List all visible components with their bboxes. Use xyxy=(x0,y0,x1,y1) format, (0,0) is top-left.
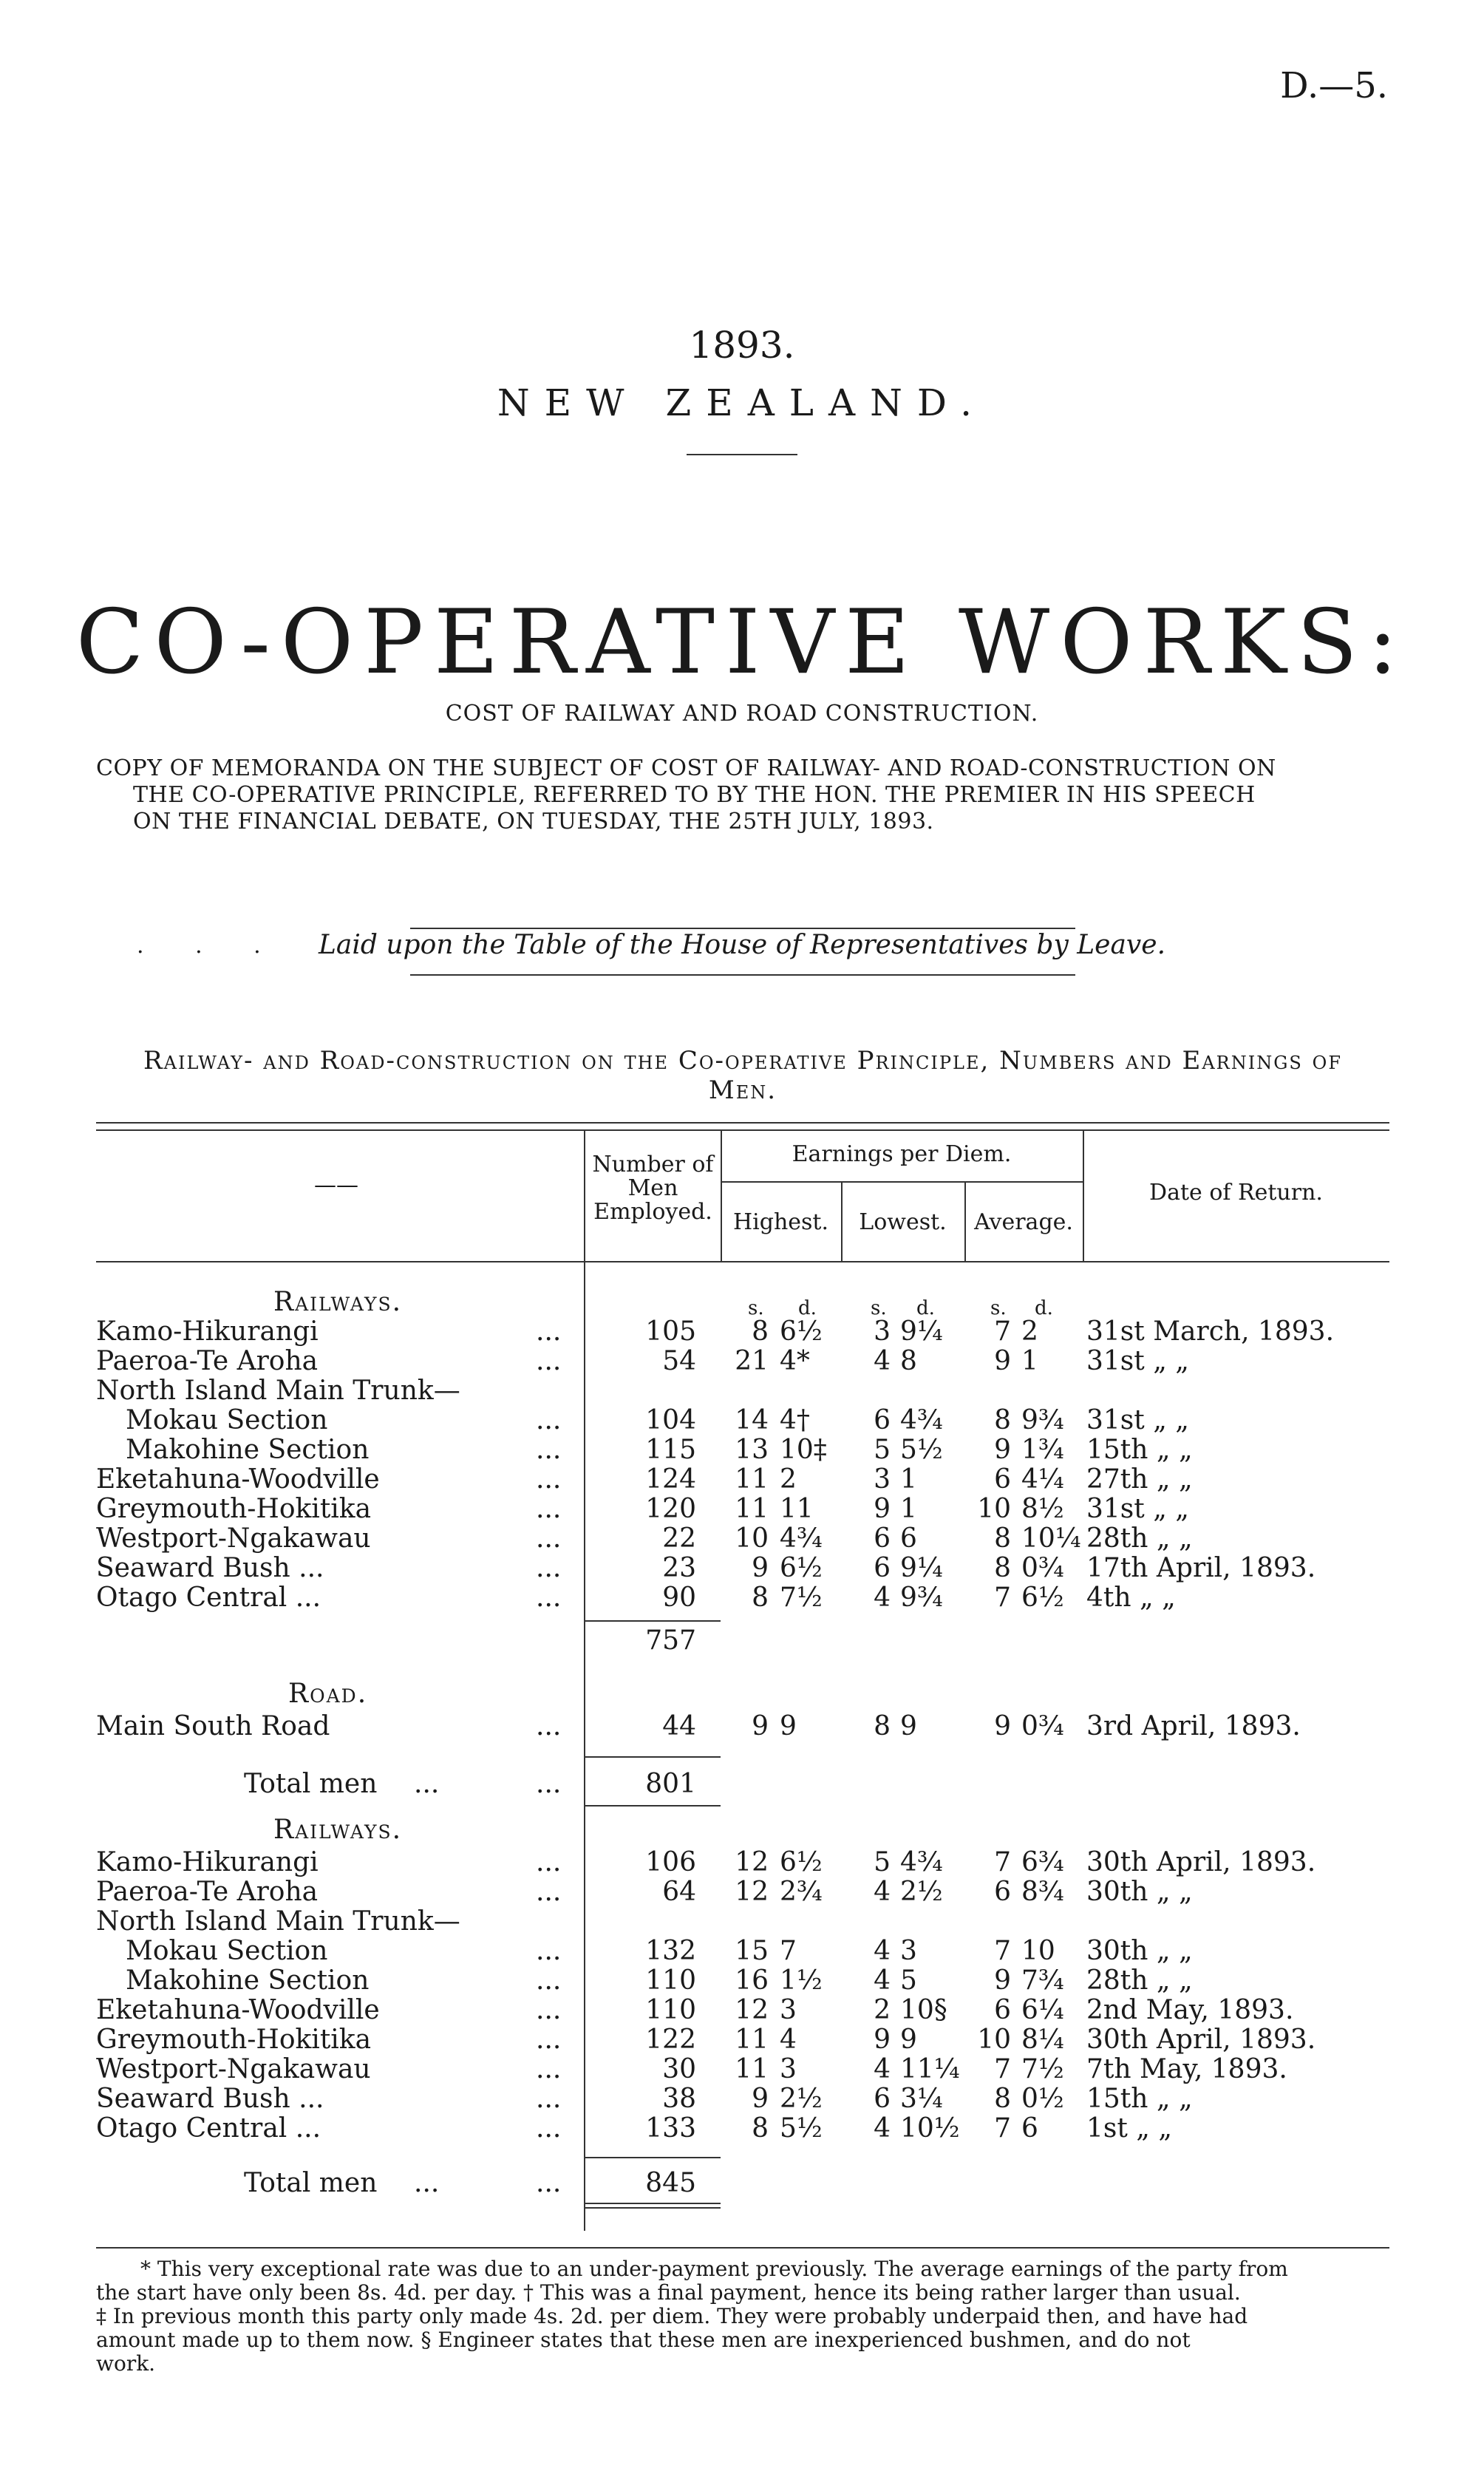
return-date: 1st „ „ xyxy=(1086,2113,1173,2144)
men-count: 23 xyxy=(662,1553,696,1583)
average-pence: 4¼ xyxy=(1021,1464,1064,1495)
return-date: 28th „ „ xyxy=(1086,1965,1193,1996)
total-rule xyxy=(584,1805,721,1806)
row-name: Westport-Ngakawau xyxy=(96,1523,371,1554)
highest-shillings: 14 xyxy=(735,1405,769,1435)
leader-dots: ... xyxy=(536,1769,562,1799)
lowest-pence: 6 xyxy=(900,1523,917,1554)
lowest-pence: 11¼ xyxy=(900,2054,960,2084)
highest-shillings: 16 xyxy=(735,1965,769,1996)
lowest-shillings: 8 xyxy=(874,1711,891,1741)
highest-pence: 9 xyxy=(780,1711,797,1741)
leader-dots: ... xyxy=(536,2054,562,2084)
earnings-header: Earnings per Diem. xyxy=(792,1141,1012,1167)
footnote-rule xyxy=(96,2247,1389,2249)
average-shillings: 9 xyxy=(994,1435,1011,1465)
return-date: 17th April, 1893. xyxy=(1086,1553,1316,1583)
leader-dots: ... xyxy=(536,1936,562,1966)
year: 1893. xyxy=(689,324,795,367)
unit-s: s. xyxy=(748,1297,764,1319)
row-name: Makohine Section xyxy=(126,1965,370,1996)
row-name: Mokau Section xyxy=(126,1936,328,1966)
section-heading: Road. xyxy=(288,1679,368,1709)
lowest-pence: 10½ xyxy=(900,2113,960,2144)
average-pence: 0¾ xyxy=(1021,1553,1064,1583)
memo-line-2: THE CO-OPERATIVE PRINCIPLE, REFERRED TO BY THE HON. THE PREMIER IN HIS SPEECH xyxy=(133,782,1256,808)
lowest-shillings: 6 xyxy=(874,2084,891,2114)
lowest-shillings: 4 xyxy=(874,1965,891,1996)
leader-dots: ... xyxy=(536,1583,562,1613)
return-date: 31st „ „ xyxy=(1086,1405,1189,1435)
lowest-pence: 2½ xyxy=(900,1877,943,1907)
men-count: 38 xyxy=(662,2084,696,2114)
leader-dots: ... xyxy=(536,2168,562,2198)
highest-pence: 2 xyxy=(780,1464,797,1495)
lowest-pence: 5½ xyxy=(900,1435,943,1465)
row-name: Westport-Ngakawau xyxy=(96,2054,371,2084)
row-name: Greymouth-Hokitika xyxy=(96,1494,372,1524)
average-pence: 0¾ xyxy=(1021,1711,1064,1741)
highest-shillings: 9 xyxy=(752,1711,769,1741)
lowest-pence: 1 xyxy=(900,1464,917,1495)
lowest-shillings: 6 xyxy=(874,1523,891,1554)
men-count: 110 xyxy=(645,1995,696,2025)
lowest-header: Lowest. xyxy=(859,1209,947,1235)
highest-pence: 4¾ xyxy=(780,1523,823,1554)
row-name: Kamo-Hikurangi xyxy=(96,1847,319,1877)
footnote-line: ‡ In previous month this party only made 4s. 2d. per diem. They were probably underpaid then, and have had xyxy=(96,2304,1248,2328)
men-count: 132 xyxy=(645,1936,696,1966)
average-pence: 6½ xyxy=(1021,1583,1064,1613)
average-pence: 8½ xyxy=(1021,1494,1064,1524)
row-name: Paeroa-Te Aroha xyxy=(96,1877,319,1907)
dash-header: —— xyxy=(314,1172,358,1198)
highest-shillings: 8 xyxy=(752,1316,769,1347)
lowest-pence: 3¼ xyxy=(900,2084,943,2114)
earnings-header-rule xyxy=(721,1181,1083,1183)
row-name: Eketahuna-Woodville xyxy=(96,1464,380,1495)
subtotal-rule xyxy=(584,1620,721,1622)
unit-d: d. xyxy=(916,1297,935,1319)
average-shillings: 10 xyxy=(977,2025,1011,2055)
unit-s: s. xyxy=(871,1297,887,1319)
lowest-shillings: 5 xyxy=(874,1435,891,1465)
document-reference: D.—5. xyxy=(1280,65,1388,106)
highest-pence: 11 xyxy=(780,1494,814,1524)
row-name: North Island Main Trunk— xyxy=(96,1376,460,1406)
row-name: Kamo-Hikurangi xyxy=(96,1316,319,1347)
highest-pence: 6½ xyxy=(780,1847,823,1877)
footnotes xyxy=(96,2257,1389,2376)
average-pence: 6¾ xyxy=(1021,1847,1064,1877)
average-pence: 0½ xyxy=(1021,2084,1064,2114)
leader-dots: ... xyxy=(414,1769,440,1799)
return-date: 28th „ „ xyxy=(1086,1523,1193,1554)
lowest-pence: 1 xyxy=(900,1494,917,1524)
footnote-line: amount made up to them now. § Engineer states that these men are inexperienced bushmen, and do not xyxy=(96,2328,1191,2352)
row-name: Mokau Section xyxy=(126,1405,328,1435)
highest-shillings: 8 xyxy=(752,2113,769,2144)
average-shillings: 8 xyxy=(994,1523,1011,1554)
men-count: 122 xyxy=(645,2025,696,2055)
lowest-shillings: 4 xyxy=(874,1346,891,1376)
table-caption xyxy=(96,1046,1389,1105)
highest-pence: 5½ xyxy=(780,2113,823,2144)
leader-dots: ... xyxy=(536,1405,562,1435)
return-date: 15th „ „ xyxy=(1086,1435,1193,1465)
lowest-pence: 10§ xyxy=(900,1995,947,2025)
average-shillings: 7 xyxy=(994,1583,1011,1613)
section-heading: Railways. xyxy=(273,1815,403,1845)
lowest-shillings: 6 xyxy=(874,1405,891,1435)
average-shillings: 7 xyxy=(994,1936,1011,1966)
lowest-shillings: 5 xyxy=(874,1847,891,1877)
unit-d: d. xyxy=(1035,1297,1053,1319)
row-name: Seaward Bush ... xyxy=(96,2084,324,2114)
average-pence: 8¼ xyxy=(1021,2025,1064,2055)
highest-pence: 4 xyxy=(780,2025,797,2055)
men-count: 106 xyxy=(645,1847,696,1877)
return-date: 30th April, 1893. xyxy=(1086,1847,1316,1877)
highest-header: Highest. xyxy=(732,1209,829,1235)
average-shillings: 9 xyxy=(994,1346,1011,1376)
lowest-pence: 4¾ xyxy=(900,1405,943,1435)
return-date: 30th April, 1893. xyxy=(1086,2025,1316,2055)
leader-dots: ... xyxy=(536,1464,562,1495)
lowest-pence: 8 xyxy=(900,1346,917,1376)
average-header: Average. xyxy=(974,1209,1073,1235)
return-date: 3rd April, 1893. xyxy=(1086,1711,1301,1741)
average-shillings: 7 xyxy=(994,1847,1011,1877)
highest-shillings: 12 xyxy=(735,1995,769,2025)
country-heading: NEW ZEALAND. xyxy=(497,381,987,424)
men-count: 90 xyxy=(662,1583,696,1613)
section-heading: Railways. xyxy=(273,1287,403,1317)
highest-shillings: 10 xyxy=(735,1523,769,1554)
subtitle: COST OF RAILWAY AND ROAD CONSTRUCTION. xyxy=(445,701,1039,727)
row-name: North Island Main Trunk— xyxy=(96,1906,460,1937)
highest-shillings: 15 xyxy=(735,1936,769,1966)
highest-pence: 1½ xyxy=(780,1965,823,1996)
leader-dots: ... xyxy=(536,1523,562,1554)
highest-pence: 2¾ xyxy=(780,1877,823,1907)
lowest-shillings: 3 xyxy=(874,1316,891,1347)
table-top-rule xyxy=(96,1129,1389,1131)
average-pence: 6 xyxy=(1021,2113,1038,2144)
return-date: 2nd May, 1893. xyxy=(1086,1995,1294,2025)
highest-pence: 4* xyxy=(780,1346,810,1376)
return-date: 30th „ „ xyxy=(1086,1936,1193,1966)
lowest-shillings: 3 xyxy=(874,1464,891,1495)
men-count: 105 xyxy=(645,1316,696,1347)
leader-dots: ... xyxy=(536,1553,562,1583)
row-name: Paeroa-Te Aroha xyxy=(96,1346,319,1376)
leader-dots: ... xyxy=(536,1316,562,1347)
highest-pence: 6½ xyxy=(780,1316,823,1347)
return-date: 31st March, 1893. xyxy=(1086,1316,1335,1347)
men-count: 124 xyxy=(645,1464,696,1495)
lowest-pence: 9 xyxy=(900,2025,917,2055)
table-caption-line-1: Railway- and Road-construction on the Co-operative Principle, Numbers and Earnings of xyxy=(143,1046,1342,1075)
memo-line-3: ON THE FINANCIAL DEBATE, ON TUESDAY, THE 25TH JULY, 1893. xyxy=(133,809,934,835)
date-header: Date of Return. xyxy=(1149,1180,1323,1206)
men-count: 22 xyxy=(662,1523,696,1554)
lowest-shillings: 4 xyxy=(874,1936,891,1966)
lowest-pence: 9¾ xyxy=(900,1583,943,1613)
leader-dots: ... xyxy=(536,1965,562,1996)
footnote-line: the start have only been 8s. 4d. per day. † This was a final payment, hence its being rather larger than usual. xyxy=(96,2280,1241,2305)
average-pence: 6¼ xyxy=(1021,1995,1064,2025)
leader-dots: ... xyxy=(536,1346,562,1376)
highest-shillings: 21 xyxy=(735,1346,769,1376)
average-pence: 9¾ xyxy=(1021,1405,1064,1435)
average-shillings: 9 xyxy=(994,1711,1011,1741)
highest-shillings: 9 xyxy=(752,1553,769,1583)
return-date: 15th „ „ xyxy=(1086,2084,1193,2114)
highest-shillings: 11 xyxy=(735,1494,769,1524)
total-rule xyxy=(584,2157,721,2158)
lowest-shillings: 2 xyxy=(874,1995,891,2025)
average-shillings: 7 xyxy=(994,2113,1011,2144)
row-name: Greymouth-Hokitika xyxy=(96,2025,372,2055)
leader-dots: ... xyxy=(536,2113,562,2144)
lowest-shillings: 4 xyxy=(874,2054,891,2084)
men-count: 110 xyxy=(645,1965,696,1996)
highest-shillings: 12 xyxy=(735,1877,769,1907)
total-label: Total men xyxy=(244,1769,378,1799)
dots-decoration: . . . xyxy=(137,933,283,959)
row-name: Otago Central ... xyxy=(96,2113,321,2144)
lowest-pence: 9¼ xyxy=(900,1316,943,1347)
average-shillings: 7 xyxy=(994,1316,1011,1347)
lowest-shillings: 4 xyxy=(874,1583,891,1613)
highest-shillings: 11 xyxy=(735,1464,769,1495)
men-count: 44 xyxy=(662,1711,696,1741)
lowest-shillings: 9 xyxy=(874,1494,891,1524)
men-header: Number of Men Employed. xyxy=(592,1152,714,1225)
average-pence: 7½ xyxy=(1021,2054,1064,2084)
highest-pence: 10‡ xyxy=(780,1435,827,1465)
average-shillings: 10 xyxy=(977,1494,1011,1524)
highest-pence: 7½ xyxy=(780,1583,823,1613)
average-shillings: 8 xyxy=(994,2084,1011,2114)
men-count: 64 xyxy=(662,1877,696,1907)
leader-dots: ... xyxy=(536,1711,562,1741)
highest-shillings: 11 xyxy=(735,2054,769,2084)
unit-d: d. xyxy=(798,1297,817,1319)
highest-shillings: 9 xyxy=(752,2084,769,2114)
subtotal-men: 757 xyxy=(645,1625,696,1656)
divider xyxy=(687,454,797,455)
row-name: Seaward Bush ... xyxy=(96,1553,324,1583)
header-bottom-rule xyxy=(96,1261,1389,1262)
average-shillings: 7 xyxy=(994,2054,1011,2084)
average-pence: 1¾ xyxy=(1021,1435,1064,1465)
total-double-rule xyxy=(584,2203,721,2204)
lowest-shillings: 4 xyxy=(874,1877,891,1907)
men-count: 30 xyxy=(662,2054,696,2084)
row-name: Main South Road xyxy=(96,1711,330,1741)
row-name: Otago Central ... xyxy=(96,1583,321,1613)
footnote-line: work. xyxy=(96,2351,156,2376)
average-pence: 10¼ xyxy=(1021,1523,1081,1554)
highest-pence: 3 xyxy=(780,1995,797,2025)
men-count: 115 xyxy=(645,1435,696,1465)
men-count: 54 xyxy=(662,1346,696,1376)
total-men: 845 xyxy=(645,2168,696,2198)
lowest-pence: 4¾ xyxy=(900,1847,943,1877)
highest-shillings: 11 xyxy=(735,2025,769,2055)
total-men: 801 xyxy=(645,1769,696,1799)
leader-dots: ... xyxy=(536,2084,562,2114)
laid-statement: Laid upon the Table of the House of Representatives by Leave. xyxy=(318,930,1166,960)
lowest-pence: 9¼ xyxy=(900,1553,943,1583)
row-name: Eketahuna-Woodville xyxy=(96,1995,380,2025)
highest-shillings: 12 xyxy=(735,1847,769,1877)
return-date: 30th „ „ xyxy=(1086,1877,1193,1907)
leader-dots: ... xyxy=(536,1435,562,1465)
average-shillings: 9 xyxy=(994,1965,1011,1996)
lowest-shillings: 4 xyxy=(874,2113,891,2144)
average-shillings: 6 xyxy=(994,1995,1011,2025)
leader-dots: ... xyxy=(536,1494,562,1524)
memo-description xyxy=(96,755,1389,835)
highest-pence: 6½ xyxy=(780,1553,823,1583)
average-pence: 7¾ xyxy=(1021,1965,1064,1996)
leader-dots: ... xyxy=(536,1877,562,1907)
average-shillings: 6 xyxy=(994,1877,1011,1907)
table-top-rule xyxy=(96,1122,1389,1124)
unit-s: s. xyxy=(990,1297,1007,1319)
return-date: 31st „ „ xyxy=(1086,1494,1189,1524)
highest-pence: 4† xyxy=(780,1405,810,1435)
highest-pence: 3 xyxy=(780,2054,797,2084)
divider xyxy=(410,928,1075,929)
footnote-line: * This very exceptional rate was due to an under-payment previously. The average earnings of the party from xyxy=(140,2257,1288,2281)
men-count: 133 xyxy=(645,2113,696,2144)
leader-dots: ... xyxy=(536,2025,562,2055)
average-shillings: 8 xyxy=(994,1553,1011,1583)
row-name: Makohine Section xyxy=(126,1435,370,1465)
highest-shillings: 13 xyxy=(735,1435,769,1465)
men-count: 104 xyxy=(645,1405,696,1435)
leader-dots: ... xyxy=(414,2168,440,2198)
divider xyxy=(410,974,1075,976)
memo-line-1: COPY OF MEMORANDA ON THE SUBJECT OF COST OF RAILWAY- AND ROAD-CONSTRUCTION ON xyxy=(96,755,1276,781)
return-date: 31st „ „ xyxy=(1086,1346,1189,1376)
lowest-pence: 5 xyxy=(900,1965,917,1996)
average-shillings: 8 xyxy=(994,1405,1011,1435)
highest-pence: 2½ xyxy=(780,2084,823,2114)
total-rule xyxy=(584,1756,721,1758)
lowest-shillings: 9 xyxy=(874,2025,891,2055)
lowest-pence: 9 xyxy=(900,1711,917,1741)
return-date: 7th May, 1893. xyxy=(1086,2054,1287,2084)
men-count: 120 xyxy=(645,1494,696,1524)
average-pence: 8¾ xyxy=(1021,1877,1064,1907)
total-double-rule xyxy=(584,2207,721,2209)
total-label: Total men xyxy=(244,2168,378,2198)
lowest-pence: 3 xyxy=(900,1936,917,1966)
lowest-shillings: 6 xyxy=(874,1553,891,1583)
average-pence: 10 xyxy=(1021,1936,1055,1966)
leader-dots: ... xyxy=(536,1847,562,1877)
main-title: CO-OPERATIVE WORKS: xyxy=(75,591,1409,694)
average-pence: 1 xyxy=(1021,1346,1038,1376)
highest-pence: 7 xyxy=(780,1936,797,1966)
average-shillings: 6 xyxy=(994,1464,1011,1495)
return-date: 4th „ „ xyxy=(1086,1583,1176,1613)
highest-shillings: 8 xyxy=(752,1583,769,1613)
average-pence: 2 xyxy=(1021,1316,1038,1347)
return-date: 27th „ „ xyxy=(1086,1464,1193,1495)
table-caption-line-2: Men. xyxy=(708,1075,777,1105)
leader-dots: ... xyxy=(536,1995,562,2025)
